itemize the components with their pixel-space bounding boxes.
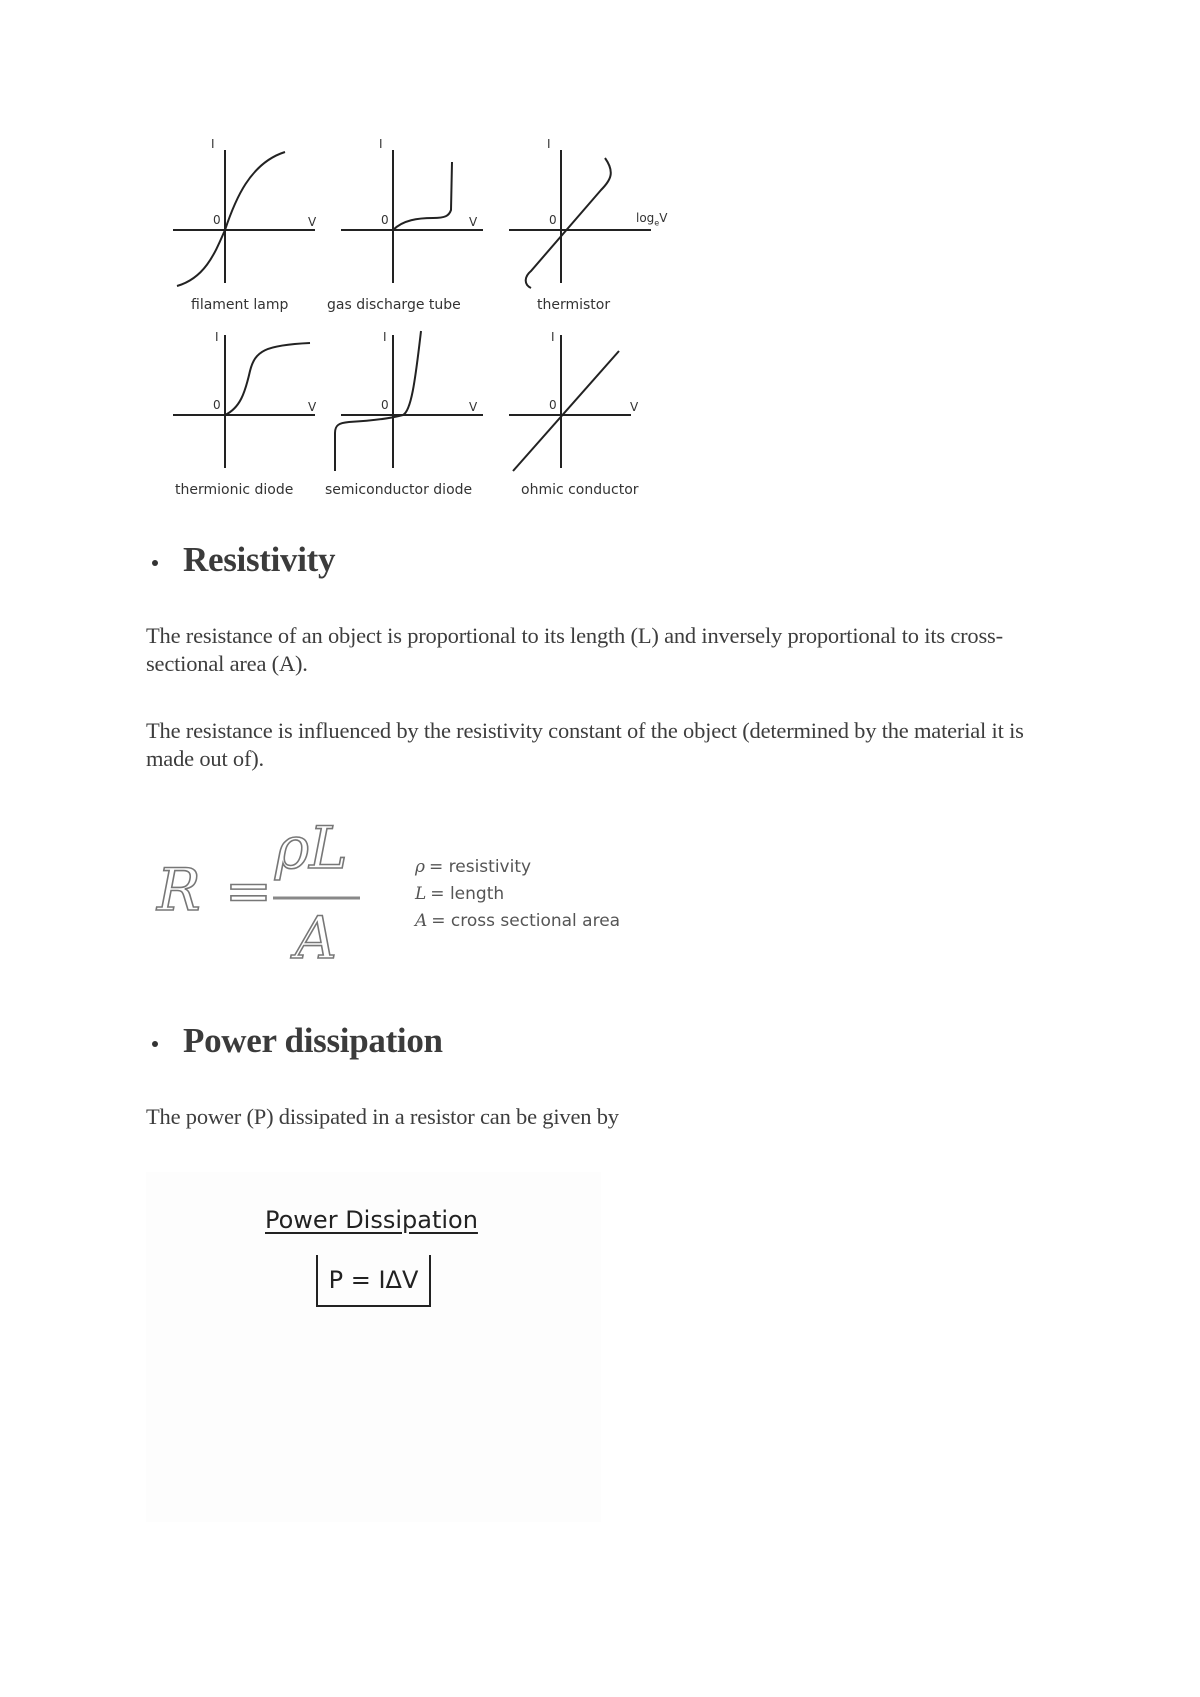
axis-label-origin: 0 — [549, 398, 557, 412]
axis-label-i: I — [211, 137, 215, 151]
axis-label-origin: 0 — [213, 213, 221, 227]
axis-label-log-v — [636, 212, 667, 227]
formula-denominator: A — [295, 904, 337, 968]
heading-text: Power dissipation — [183, 1021, 443, 1060]
power-equation: P = IΔV — [328, 1266, 419, 1294]
axis-label-v: V — [308, 215, 317, 229]
power-equation-box — [316, 1255, 431, 1307]
axis-label-origin: 0 — [549, 213, 557, 227]
formula-graphic — [155, 818, 405, 968]
axis-label-origin: 0 — [213, 398, 221, 412]
legend-row-length: L = length — [415, 884, 505, 904]
ohmic-conductor-plot — [501, 323, 669, 498]
log-base: e — [654, 218, 660, 228]
resistivity-heading — [152, 540, 335, 580]
heading-text: Resistivity — [183, 540, 336, 579]
resistivity-formula — [155, 818, 655, 968]
formula-legend — [415, 854, 620, 935]
axis-label-v: V — [308, 400, 317, 414]
power-paragraph: The power (P) dissipated in a resistor can be given by — [146, 1104, 619, 1129]
axis-label-v: V — [630, 400, 639, 414]
resistivity-paragraph-2: The resistance is influenced by the resistivity constant of the object (determined by the material it is made out of). — [146, 718, 1024, 771]
axis-label-i: I — [379, 137, 383, 151]
axis-label-v: V — [469, 400, 478, 414]
axis-label-origin: 0 — [381, 398, 389, 412]
formula-equals: = — [225, 859, 272, 924]
graph-gas-discharge-tube — [327, 137, 501, 313]
power-heading — [152, 1021, 443, 1061]
graph-label: ohmic conductor — [521, 482, 639, 498]
graph-label: thermistor — [537, 297, 611, 313]
graph-thermionic-diode — [165, 323, 333, 498]
graph-label: semiconductor diode — [325, 482, 473, 498]
graph-label: thermionic diode — [175, 482, 294, 498]
formula-numerator: ρL — [275, 818, 348, 882]
power-dissipation-panel — [146, 1172, 601, 1522]
axis-label-i: I — [215, 330, 219, 344]
axis-label-i: I — [383, 330, 387, 344]
axis-label-i: I — [547, 137, 551, 151]
formula-lhs: R — [157, 856, 201, 924]
legend-row-rho: ρ = resistivity — [415, 857, 532, 877]
legend-row-area: A = cross sectional area — [415, 911, 621, 931]
graph-ohmic-conductor — [501, 323, 669, 498]
axis-label-v: V — [469, 215, 478, 229]
bullet-icon — [152, 1041, 158, 1047]
iv-characteristics-figure — [165, 138, 685, 508]
log-v: V — [659, 211, 668, 225]
log-text: log — [636, 211, 655, 225]
bullet-icon — [152, 560, 158, 566]
graph-thermistor — [501, 138, 669, 313]
graph-label: filament lamp — [191, 297, 289, 313]
power-panel-title: Power Dissipation — [265, 1206, 478, 1234]
axis-label-origin: 0 — [381, 213, 389, 227]
graph-semiconductor-diode — [325, 323, 501, 498]
resistivity-paragraph-1: The resistance of an object is proportional to its length (L) and inversely proportional to its cross-sectional area (A). — [146, 623, 1003, 676]
graph-filament-lamp — [165, 138, 333, 313]
graph-label: gas discharge tube — [327, 297, 461, 313]
axis-label-i: I — [551, 330, 555, 344]
